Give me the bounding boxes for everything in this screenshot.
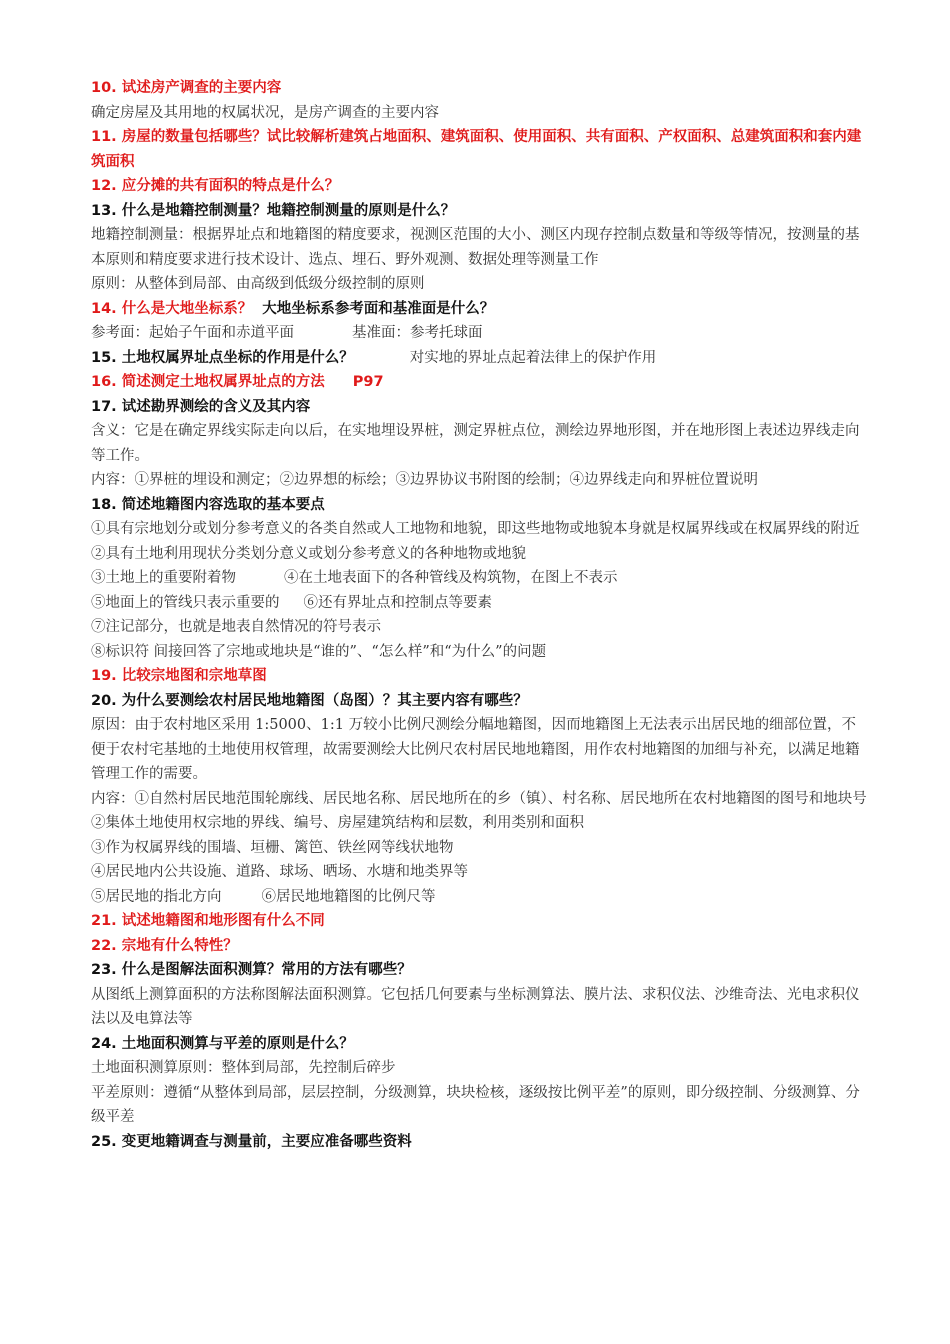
question-15-answer: 对实地的界址点起着法律上的保护作用 <box>409 349 657 366</box>
question-14-title-red: 14. 什么是大地坐标系？ <box>91 300 253 317</box>
question-13-answer-principle: 原则：从整体到局部、由高级到低级分级控制的原则 <box>91 276 425 292</box>
question-14-answer-datum: 基准面：参考托球面 <box>352 325 483 341</box>
question-17-title: 17. 试述勘界测绘的含义及其内容 <box>91 398 311 415</box>
question-15-row <box>91 346 867 371</box>
question-18-item-4a: ⑤地面上的管线只表示重要的 <box>91 594 280 611</box>
question-19-title: 19. 比较宗地图和宗地草图 <box>91 668 267 684</box>
question-17-answer-content: 内容：①界桩的埋设和测定；②边界想的标绘；③边界协议书附图的绘制；④边界线走向和界桩位置说明 <box>91 472 758 488</box>
question-15-title: 15. 土地权属界址点坐标的作用是什么？ <box>91 349 354 366</box>
question-10-answer: 确定房屋及其用地的权属状况，是房产调查的主要内容 <box>91 104 439 121</box>
question-18-item-4b: ⑥还有界址点和控制点等要素 <box>303 594 492 611</box>
question-13-answer-definition: 地籍控制测量：根据界址点和地籍图的精度要求，视测区范围的大小、测区内现存控制点数量和等级等情况，按测量的基本原则和精度要求进行技术设计、选点、埋石、野外观测、数据处理等测量工作 <box>91 227 860 268</box>
question-17-answer-meaning: 含义：它是在确定界线实际走向以后，在实地埋设界桩，测定界桩点位，测绘边界地形图，并在地形图上表述边界线走向等工作。 <box>91 423 860 464</box>
question-16-title <box>91 370 867 395</box>
question-18-item-3 <box>91 566 867 591</box>
question-13-title: 13. 什么是地籍控制测量？地籍控制测量的原则是什么？ <box>91 202 456 219</box>
question-14-title <box>91 297 867 322</box>
question-20-content: 内容：①自然村居民地范围轮廓线、居民地名称、居民地所在的乡（镇）、村名称、居民地所在农村地籍图的图号和地块号 <box>91 790 867 807</box>
question-14-title-black: 大地坐标系参考面和基准面是什么？ <box>262 300 495 317</box>
question-16-title-text: 16. 简述测定土地权属界址点的方法 <box>91 374 325 390</box>
question-12-title: 12. 应分摊的共有面积的特点是什么？ <box>91 178 340 194</box>
question-23-answer: 从图纸上测算面积的方法称图解法面积测算。它包括几何要素与坐标测算法、膜片法、求积仪法、沙维奇法、光电求积仪法以及电算法等 <box>91 986 860 1027</box>
question-18-item-4 <box>91 591 867 616</box>
question-23-title: 23. 什么是图解法面积测算？常用的方法有哪些？ <box>91 962 412 978</box>
question-18-item-1: ①具有宗地划分或划分参考意义的各类自然或人工地物和地貌，即这些地物或地貌本身就是权属界线或在权属界线的附近 <box>91 521 860 537</box>
question-20-item-5a: ⑤居民地的指北方向 <box>91 888 222 905</box>
question-11-title: 11. 房屋的数量包括哪些？试比较解析建筑占地面积、建筑面积、使用面积、共有面积、产权面积、总建筑面积和套内建筑面积 <box>91 129 862 170</box>
question-24-answer-adjustment: 平差原则：遵循“从整体到局部，层层控制，分级测算，块块检核，逐级按比例平差”的原则，即分级控制、分级测算、分级平差 <box>91 1084 860 1125</box>
question-18-item-2: ②具有土地利用现状分类划分意义或划分参考意义的各种地物或地貌 <box>91 545 526 562</box>
question-18-item-3b: ④在土地表面下的各种管线及构筑物，在图上不表示 <box>284 570 618 586</box>
question-14-answer-reference: 参考面：起始子午面和赤道平面 <box>91 325 294 341</box>
question-24-answer-area: 土地面积测算原则：整体到局部，先控制后碎步 <box>91 1060 396 1076</box>
question-16-page-ref: P97 <box>352 374 384 390</box>
question-22-title: 22. 宗地有什么特性？ <box>91 937 238 954</box>
question-21-title: 21. 试述地籍图和地形图有什么不同 <box>91 913 325 929</box>
question-14-answer <box>91 321 867 346</box>
document-page <box>91 76 867 1154</box>
question-20-item-5 <box>91 885 867 910</box>
question-20-item-4: ④居民地内公共设施、道路、球场、晒场、水塘和地类界等 <box>91 864 468 880</box>
question-20-title: 20. 为什么要测绘农村居民地地籍图（岛图）？其主要内容有哪些？ <box>91 692 528 709</box>
question-18-item-5: ⑦注记部分，也就是地表自然情况的符号表示 <box>91 619 381 635</box>
question-18-item-6: ⑧标识符 间接回答了宗地或地块是“谁的”、“怎么样”和“为什么”的问题 <box>91 643 547 660</box>
question-10-title: 10. 试述房产调查的主要内容 <box>91 80 282 96</box>
question-18-item-3a: ③土地上的重要附着物 <box>91 570 236 586</box>
question-24-title: 24. 土地面积测算与平差的原则是什么？ <box>91 1035 354 1052</box>
question-25-title: 25. 变更地籍调查与测量前，主要应准备哪些资料 <box>91 1133 412 1150</box>
question-20-reason: 原因：由于农村地区采用 1:5000、1:1 万较小比例尺测绘分幅地籍图，因而地籍图上无法表示出居民地的细部位置，不便于农村宅基地的土地使用权管理，故需要测绘大比例尺农村居民地地籍图，用作农村地籍图的加细与补充，以满足地籍管理工作的需要。 <box>91 717 860 782</box>
question-18-title: 18. 简述地籍图内容选取的基本要点 <box>91 496 325 513</box>
question-20-item-2: ②集体土地使用权宗地的界线、编号、房屋建筑结构和层数，利用类别和面积 <box>91 815 584 831</box>
question-20-item-3: ③作为权属界线的围墙、垣栅、篱笆、铁丝网等线状地物 <box>91 839 454 856</box>
question-20-item-5b: ⑥居民地地籍图的比例尺等 <box>261 888 436 905</box>
